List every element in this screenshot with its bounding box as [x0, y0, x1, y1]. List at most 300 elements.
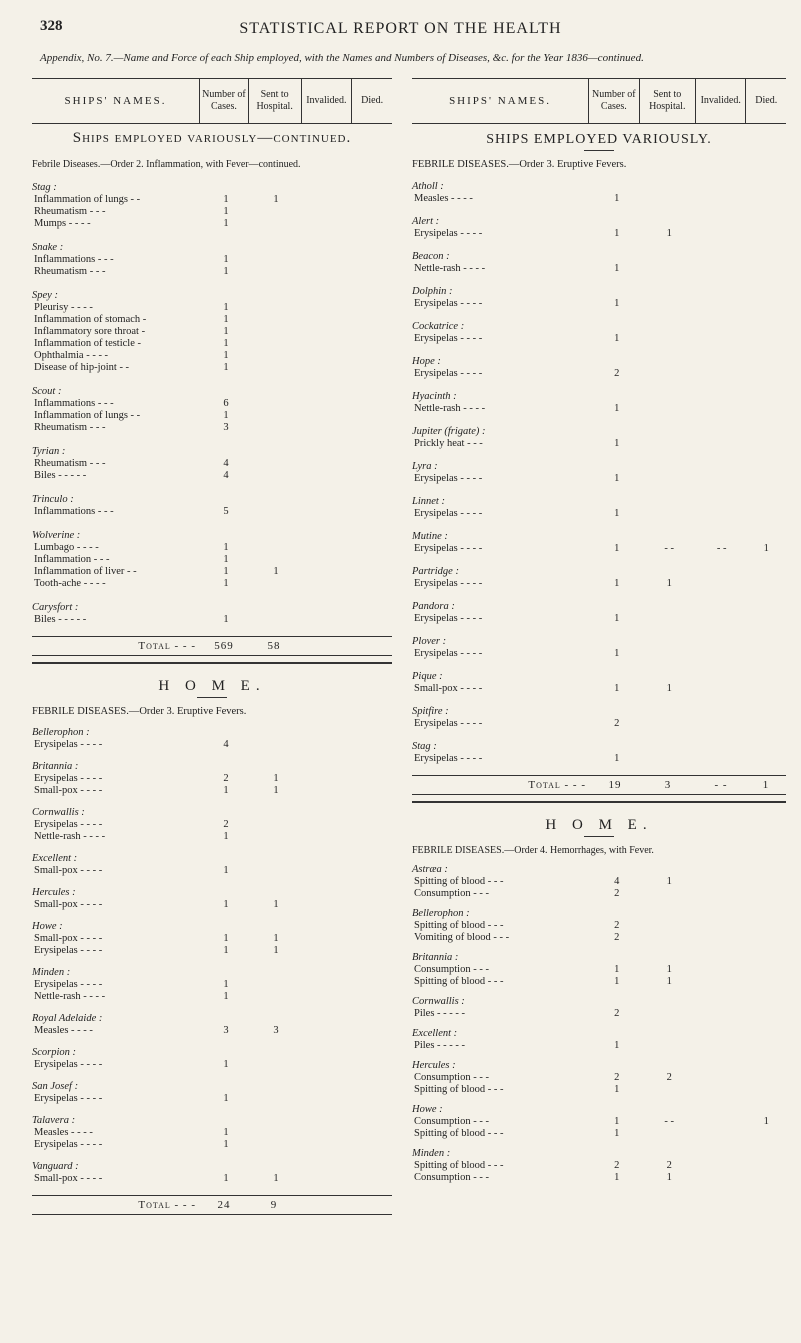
disease-row	[412, 1160, 786, 1172]
ship-name: Plover :	[412, 636, 447, 647]
died-value	[352, 614, 392, 626]
disease-row	[412, 718, 786, 730]
died-value	[352, 554, 392, 566]
hospital-value	[250, 326, 302, 338]
disease-row	[412, 403, 786, 415]
ship-name: Atholl :	[412, 181, 444, 192]
died-value: 1	[763, 1116, 769, 1127]
died-value	[746, 976, 786, 988]
died-value	[746, 753, 786, 765]
disease-row	[32, 566, 392, 578]
died-value	[352, 1093, 392, 1105]
right-column	[412, 78, 786, 1184]
cases-value: 1	[223, 945, 229, 956]
died-value	[352, 362, 392, 374]
ship-name: Trinculo :	[32, 494, 74, 505]
hospital-value	[250, 362, 302, 374]
ship-name: Beacon :	[412, 251, 450, 262]
hospital-value	[641, 888, 696, 900]
died-value	[352, 865, 392, 877]
disease-name: Measles - - - -	[34, 1127, 93, 1138]
cases-value: 1	[614, 403, 620, 414]
header-died: Died.	[351, 79, 392, 123]
disease-name: Nettle-rash - - - -	[34, 831, 106, 842]
ship-name: Spey :	[32, 290, 58, 301]
ship-group	[412, 740, 786, 765]
hospital-value: 1	[273, 899, 279, 910]
cases-value: 1	[614, 648, 620, 659]
cases-value: 1	[223, 362, 229, 373]
disease-name: Erysipelas - - - -	[414, 718, 483, 729]
disease-row	[32, 1127, 392, 1139]
ship-group	[32, 760, 392, 797]
died-value	[746, 368, 786, 380]
cases-value: 1	[223, 254, 229, 265]
ship-name: Pique :	[412, 671, 443, 682]
invalided-value	[302, 1025, 352, 1037]
header-hospital: Sent to Hospital.	[639, 79, 695, 123]
disease-name: Consumption - - -	[414, 1172, 489, 1183]
cases-value: 1	[223, 302, 229, 313]
cases-value: 1	[223, 266, 229, 277]
died-value	[746, 1172, 786, 1184]
died-value	[746, 683, 786, 695]
ship-group	[32, 289, 392, 374]
disease-name: Consumption - - -	[414, 964, 489, 975]
cases-value: 4	[223, 739, 229, 750]
cases-value: 1	[614, 508, 620, 519]
died-value	[746, 920, 786, 932]
disease-row	[32, 542, 392, 554]
invalided-value	[302, 991, 352, 1003]
died-value	[352, 542, 392, 554]
invalided-value	[697, 1160, 746, 1172]
cases-value: 1	[223, 831, 229, 842]
hospital-value: 1	[273, 1173, 279, 1184]
hospital-value	[250, 554, 302, 566]
invalided-value	[697, 298, 746, 310]
hospital-value	[641, 753, 696, 765]
disease-name: Tooth-ache - - - -	[34, 578, 106, 589]
disease-row	[412, 888, 786, 900]
disease-name: Spitting of blood - - -	[414, 920, 504, 931]
ship-name: Howe :	[32, 921, 63, 932]
invalided-value	[302, 614, 352, 626]
hospital-value: 2	[666, 1072, 672, 1083]
ship-name: Spitfire :	[412, 706, 449, 717]
ship-name: Hercules :	[412, 1060, 456, 1071]
disease-name: Prickly heat - - -	[414, 438, 483, 449]
invalided-value	[302, 458, 352, 470]
invalided-value	[697, 333, 746, 345]
cases-value: 1	[223, 194, 229, 205]
divider	[584, 836, 614, 837]
invalided-value	[302, 470, 352, 482]
disease-name: Inflammation - - -	[34, 554, 110, 565]
disease-row	[32, 422, 392, 434]
invalided-value	[697, 578, 746, 590]
invalided-value	[697, 228, 746, 240]
died-value	[746, 1072, 786, 1084]
hospital-value	[250, 831, 302, 843]
ship-group	[412, 320, 786, 345]
disease-name: Inflammation of lungs - -	[34, 194, 141, 205]
section-title: SHIPS EMPLOYED VARIOUSLY.	[486, 132, 712, 147]
hospital-value	[250, 1127, 302, 1139]
cases-value: 1	[614, 964, 620, 975]
cases-value: 1	[223, 865, 229, 876]
cases-value: 1	[614, 298, 620, 309]
hospital-value: - -	[664, 543, 674, 554]
ship-group	[412, 355, 786, 380]
died-value	[746, 438, 786, 450]
disease-name: Erysipelas - - - -	[414, 473, 483, 484]
hospital-value	[641, 1084, 696, 1096]
hospital-value: 1	[666, 976, 672, 987]
total-invalided: - -	[714, 779, 728, 791]
disease-name: Erysipelas - - - -	[34, 1093, 103, 1104]
total-hospital: 9	[270, 1199, 278, 1211]
disease-row	[412, 298, 786, 310]
died-value	[352, 991, 392, 1003]
cases-value: 2	[223, 773, 229, 784]
hospital-value	[250, 398, 302, 410]
hospital-value: 1	[273, 945, 279, 956]
order-title: FEBRILE DISEASES.—Order 3. Eruptive Fevers.	[32, 706, 247, 717]
died-value	[746, 964, 786, 976]
disease-row	[32, 206, 392, 218]
home-title: H O M E.	[545, 817, 653, 833]
died-value	[352, 1127, 392, 1139]
died-value	[746, 403, 786, 415]
disease-row	[412, 876, 786, 888]
cases-value: 1	[223, 991, 229, 1002]
cases-value: 6	[223, 398, 229, 409]
disease-name: Small-pox - - - -	[34, 933, 103, 944]
ship-name: Wolverine :	[32, 530, 81, 541]
hospital-value	[641, 368, 696, 380]
died-value	[352, 785, 392, 797]
disease-name: Erysipelas - - - -	[414, 613, 483, 624]
section-title: Ships employed variously—continued.	[72, 130, 352, 146]
cases-value: 1	[614, 613, 620, 624]
invalided-value	[302, 506, 352, 518]
died-value	[352, 338, 392, 350]
died-value	[352, 506, 392, 518]
disease-row	[412, 578, 786, 590]
disease-row	[32, 739, 392, 751]
ship-group	[32, 385, 392, 434]
disease-name: Erysipelas - - - -	[414, 648, 483, 659]
cases-value: 1	[223, 785, 229, 796]
invalided-value	[302, 773, 352, 785]
invalided-value	[697, 438, 746, 450]
disease-row	[32, 1025, 392, 1037]
cases-value: 1	[223, 899, 229, 910]
invalided-value	[302, 350, 352, 362]
ship-group	[412, 180, 786, 205]
disease-name: Erysipelas - - - -	[34, 739, 103, 750]
invalided-value	[302, 302, 352, 314]
cases-value: 1	[223, 206, 229, 217]
disease-row	[32, 578, 392, 590]
hospital-value: 1	[273, 773, 279, 784]
died-value	[352, 350, 392, 362]
invalided-value	[697, 964, 746, 976]
ship-group	[412, 863, 786, 900]
disease-row	[32, 362, 392, 374]
invalided-value	[302, 254, 352, 266]
disease-row	[412, 543, 786, 555]
disease-name: Erysipelas - - - -	[34, 1059, 103, 1070]
invalided-value	[697, 1008, 746, 1020]
died-value	[352, 458, 392, 470]
order-title: Febrile Diseases.—Order 2. Inflammation, with Fever—continued.	[32, 159, 301, 170]
ship-name: Royal Adelaide :	[32, 1013, 103, 1024]
total-row	[32, 1195, 392, 1215]
disease-name: Erysipelas - - - -	[34, 1139, 103, 1150]
cases-value: 1	[223, 218, 229, 229]
invalided-value	[697, 1040, 746, 1052]
invalided-value	[302, 1173, 352, 1185]
disease-row	[412, 1040, 786, 1052]
header-ships: SHIPS' NAMES.	[449, 95, 552, 107]
died-value	[352, 398, 392, 410]
disease-name: Inflammation of lungs - -	[34, 410, 141, 421]
header-invalided: Invalided.	[695, 79, 745, 123]
disease-name: Erysipelas - - - -	[414, 368, 483, 379]
header-cases: Number of Cases.	[588, 79, 638, 123]
disease-name: Measles - - - -	[414, 193, 473, 204]
ship-group	[32, 1160, 392, 1185]
hospital-value: 1	[273, 566, 279, 577]
divider	[197, 697, 227, 698]
ship-group	[412, 1147, 786, 1184]
cases-value: 1	[223, 350, 229, 361]
disease-name: Consumption - - -	[414, 1072, 489, 1083]
cases-value: 4	[223, 458, 229, 469]
disease-name: Erysipelas - - - -	[414, 228, 483, 239]
died-value: 1	[763, 543, 769, 554]
disease-row	[412, 932, 786, 944]
ship-name: Britannia :	[32, 761, 79, 772]
hospital-value	[641, 718, 696, 730]
disease-name: Consumption - - -	[414, 1116, 489, 1127]
appendix-title: Appendix, No. 7.—Name and Force of each Ship employed, with the Names and Numbers of Diseases, &c. for the Year 1836—continued.	[40, 52, 644, 64]
cases-value: 1	[223, 1093, 229, 1104]
invalided-value	[302, 554, 352, 566]
died-value	[746, 193, 786, 205]
ship-group	[412, 565, 786, 590]
ship-group	[412, 995, 786, 1020]
hospital-value: 1	[666, 578, 672, 589]
hospital-value: 1	[666, 964, 672, 975]
hospital-value: 2	[666, 1160, 672, 1171]
ship-name: Talavera :	[32, 1115, 76, 1126]
died-value	[746, 578, 786, 590]
hospital-value	[250, 458, 302, 470]
died-value	[746, 473, 786, 485]
disease-name: Nettle-rash - - - -	[414, 263, 486, 274]
cases-value: 1	[614, 543, 620, 554]
disease-name: Small-pox - - - -	[34, 899, 103, 910]
cases-value: 1	[614, 683, 620, 694]
hospital-value	[250, 1139, 302, 1151]
disease-name: Biles - - - - -	[34, 614, 87, 625]
disease-name: Nettle-rash - - - -	[414, 403, 486, 414]
disease-row	[32, 991, 392, 1003]
ship-name: Hercules :	[32, 887, 76, 898]
invalided-value	[697, 1116, 746, 1128]
disease-name: Rheumatism - - -	[34, 266, 106, 277]
invalided-value	[302, 865, 352, 877]
hospital-value	[641, 1040, 696, 1052]
hospital-value	[250, 865, 302, 877]
hospital-value	[250, 350, 302, 362]
divider	[412, 801, 786, 803]
cases-value: 2	[614, 932, 620, 943]
disease-name: Vomiting of blood - - -	[414, 932, 510, 943]
invalided-value	[302, 338, 352, 350]
ship-group	[412, 705, 786, 730]
cases-value: 2	[223, 819, 229, 830]
home-title: H O M E.	[158, 678, 266, 694]
hospital-value: 1	[666, 228, 672, 239]
disease-row	[412, 1008, 786, 1020]
hospital-value	[641, 263, 696, 275]
disease-name: Erysipelas - - - -	[414, 333, 483, 344]
disease-row	[412, 508, 786, 520]
invalided-value	[697, 1172, 746, 1184]
ship-name: Britannia :	[412, 952, 459, 963]
ship-group	[412, 425, 786, 450]
died-value	[746, 333, 786, 345]
disease-row	[32, 398, 392, 410]
disease-row	[412, 613, 786, 625]
ship-name: Excellent :	[32, 853, 78, 864]
disease-row	[32, 458, 392, 470]
died-value	[746, 876, 786, 888]
died-value	[746, 1008, 786, 1020]
invalided-value	[697, 508, 746, 520]
ship-group	[412, 907, 786, 944]
ship-group	[412, 495, 786, 520]
disease-row	[32, 326, 392, 338]
header-ships: SHIPS' NAMES.	[64, 95, 167, 107]
invalided-value	[697, 193, 746, 205]
cases-value: 1	[223, 338, 229, 349]
disease-name: Rheumatism - - -	[34, 422, 106, 433]
invalided-value	[302, 1059, 352, 1071]
cases-value: 1	[614, 1040, 620, 1051]
disease-name: Inflammations - - -	[34, 506, 114, 517]
hospital-value: 3	[273, 1025, 279, 1036]
ship-group	[32, 920, 392, 957]
cases-value: 1	[614, 473, 620, 484]
died-value	[746, 228, 786, 240]
cases-value: 1	[223, 314, 229, 325]
disease-row	[412, 1084, 786, 1096]
ship-name: Astræa :	[412, 864, 448, 875]
column-header	[32, 78, 392, 124]
cases-value: 5	[223, 506, 229, 517]
disease-name: Pleurisy - - - -	[34, 302, 93, 313]
hospital-value	[250, 739, 302, 751]
header-hospital: Sent to Hospital.	[248, 79, 301, 123]
cases-value: 2	[614, 1072, 620, 1083]
ship-group	[32, 1012, 392, 1037]
ship-name: Pandora :	[412, 601, 455, 612]
ship-name: Minden :	[32, 967, 71, 978]
invalided-value	[697, 1084, 746, 1096]
died-value	[352, 206, 392, 218]
ship-group	[32, 1046, 392, 1071]
ship-name: Hope :	[412, 356, 441, 367]
cases-value: 2	[614, 888, 620, 899]
invalided-value	[302, 542, 352, 554]
disease-list	[412, 180, 786, 765]
disease-name: Erysipelas - - - -	[414, 508, 483, 519]
hospital-value	[641, 193, 696, 205]
hospital-value	[250, 218, 302, 230]
invalided-value	[302, 362, 352, 374]
disease-name: Erysipelas - - - -	[414, 298, 483, 309]
total-label: Total - - -	[138, 1199, 196, 1211]
disease-name: Spitting of blood - - -	[414, 1084, 504, 1095]
cases-value: 1	[614, 1128, 620, 1139]
hospital-value	[641, 1128, 696, 1140]
hospital-value	[250, 470, 302, 482]
died-value	[352, 254, 392, 266]
cases-value: 1	[614, 753, 620, 764]
invalided-value	[302, 979, 352, 991]
disease-row	[412, 473, 786, 485]
disease-row	[32, 785, 392, 797]
header-invalided: Invalided.	[301, 79, 352, 123]
ship-group	[412, 1103, 786, 1140]
cases-value: 4	[223, 470, 229, 481]
died-value	[352, 933, 392, 945]
ship-group	[32, 601, 392, 626]
invalided-value	[697, 1128, 746, 1140]
died-value	[746, 1040, 786, 1052]
cases-value: 1	[614, 976, 620, 987]
hospital-value: 1	[273, 194, 279, 205]
ship-name: Vanguard :	[32, 1161, 79, 1172]
disease-name: Erysipelas - - - -	[414, 543, 483, 554]
disease-name: Consumption - - -	[414, 888, 489, 899]
ship-group	[412, 530, 786, 555]
disease-name: Lumbago - - - -	[34, 542, 99, 553]
disease-row	[32, 506, 392, 518]
ship-group	[412, 951, 786, 988]
disease-name: Nettle-rash - - - -	[34, 991, 106, 1002]
died-value	[352, 979, 392, 991]
disease-row	[32, 1059, 392, 1071]
disease-list	[412, 863, 786, 1184]
cases-value: 1	[223, 1059, 229, 1070]
cases-value: 1	[223, 979, 229, 990]
cases-value: 1	[223, 410, 229, 421]
invalided-value	[302, 578, 352, 590]
disease-name: Disease of hip-joint - -	[34, 362, 130, 373]
disease-row	[32, 1173, 392, 1185]
hospital-value	[250, 422, 302, 434]
disease-row	[32, 865, 392, 877]
hospital-value	[250, 506, 302, 518]
invalided-value	[302, 945, 352, 957]
cases-value: 2	[614, 368, 620, 379]
